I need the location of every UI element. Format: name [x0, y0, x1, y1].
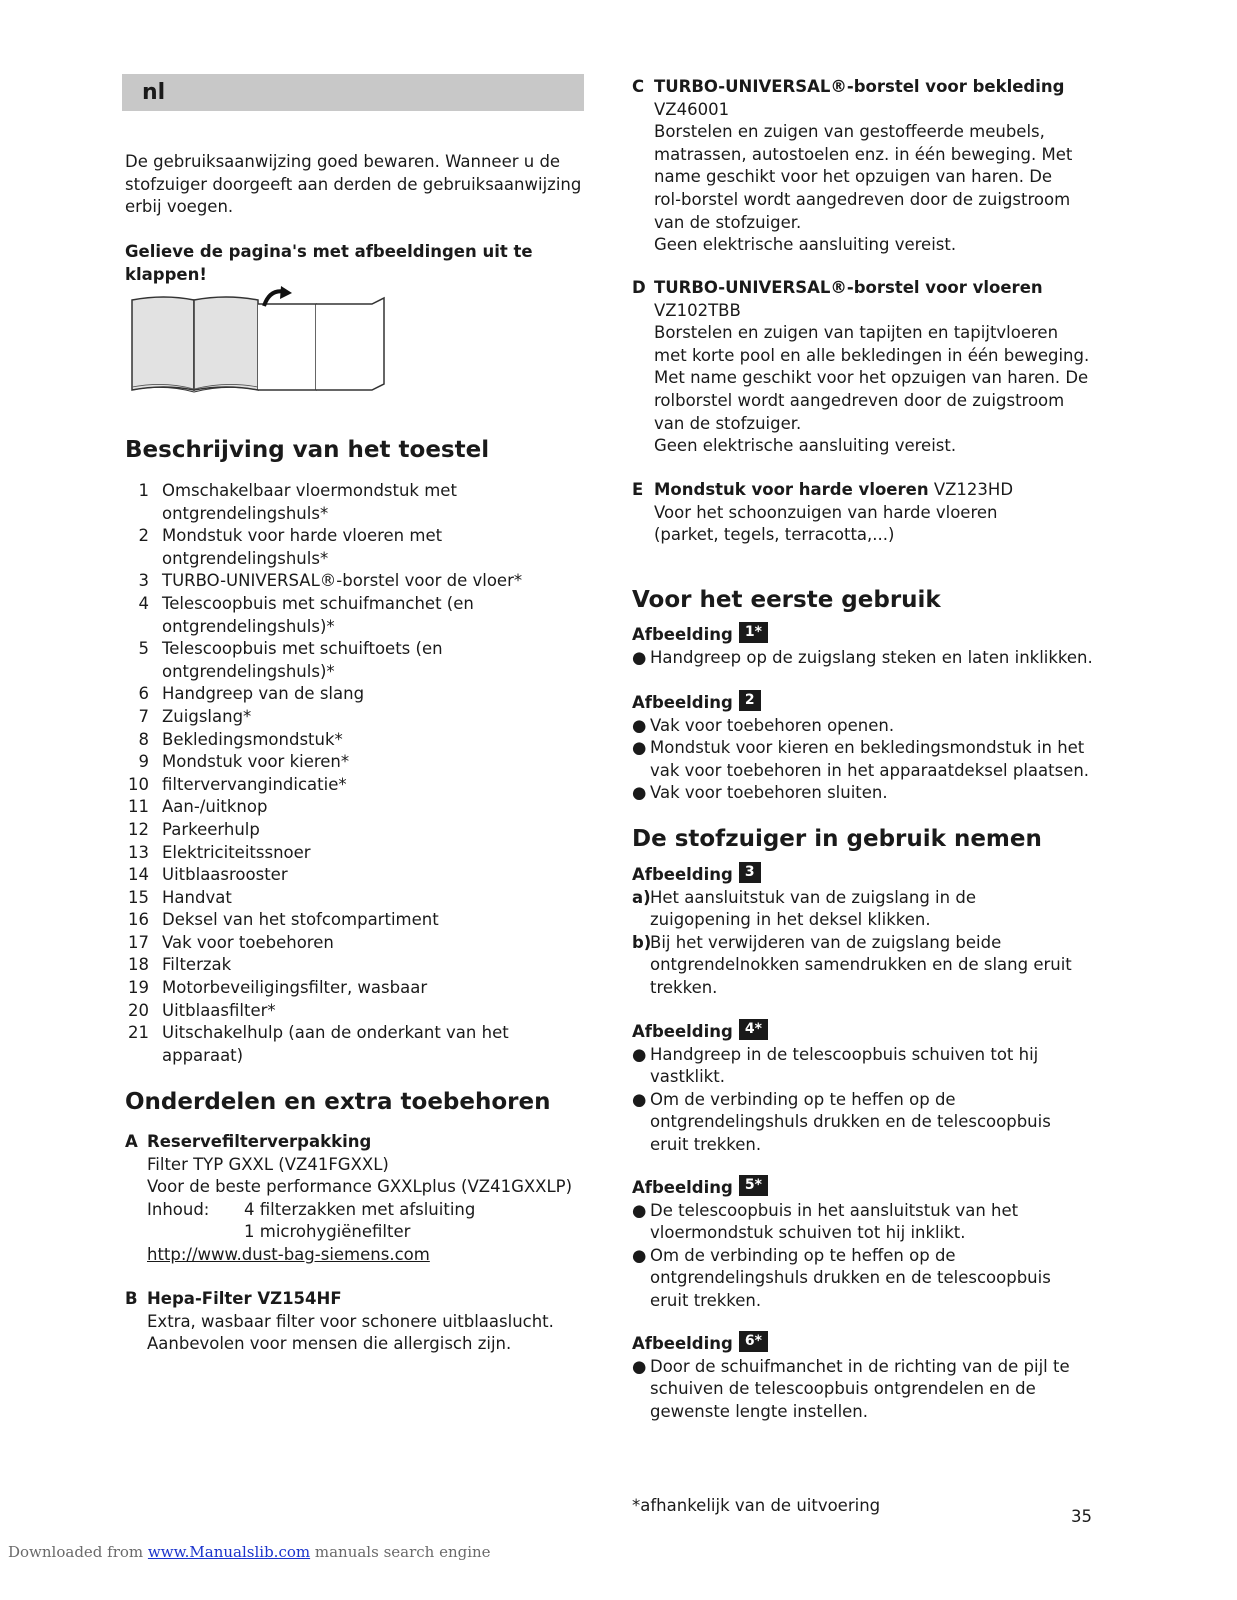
item-text: filtervervangindicatie* — [162, 774, 347, 794]
figure-label: Afbeelding — [632, 625, 733, 644]
figure-label: Afbeelding — [632, 1178, 733, 1197]
item-number: 11 — [128, 797, 149, 817]
instruction-text: Handgreep op de zuigslang steken en laten inklikken. — [650, 647, 1093, 667]
accessory-title: TURBO-UNIVERSAL®-borstel voor bekleding — [654, 77, 1065, 96]
download-suffix: manuals search engine — [310, 1543, 491, 1561]
bullet-dot: ● — [632, 1356, 647, 1376]
item-text: Uitblaasfilter* — [162, 1000, 276, 1020]
filter-type-line: Filter TYP GXXL (VZ41FGXXL) — [147, 1154, 389, 1174]
item-text: Telescoopbuis met schuifmanchet (en ontgrendelingshuls)* — [162, 593, 474, 636]
item-text: Mondstuk voor harde vloeren met ontgrendelingshuls* — [162, 526, 443, 568]
item-text: Filterzak — [162, 955, 232, 975]
accessory-text: Borstelen en zuigen van tapijten en tapijtvloeren met korte pool en alle bekledingen in één beweging. Met name geschikt voor het opzuigen van haren. De rolborstel wordt aangedreven door de zuigstroom van de stofzuiger. — [654, 323, 1090, 433]
bullet-dot: ● — [632, 647, 647, 667]
description-list-item — [125, 954, 585, 977]
fold-out-pages-illustration — [126, 286, 390, 396]
download-footer — [8, 1541, 491, 1564]
bullet-dot: ● — [632, 783, 647, 803]
item-text: Aan-/uitknop — [162, 797, 268, 817]
description-list-item — [125, 570, 585, 593]
bullet-dot: ● — [632, 715, 647, 735]
figure-6-section — [632, 1333, 1102, 1423]
contents-label: Inhoud: — [147, 1199, 210, 1219]
description-list-item — [125, 977, 585, 1000]
instruction-text: Vak voor toebehoren sluiten. — [650, 783, 888, 803]
item-text: Handgreep van de slang — [162, 684, 365, 704]
accessory-title: Hepa-Filter VZ154HF — [147, 1289, 342, 1308]
download-prefix: Downloaded from — [8, 1543, 148, 1561]
figure-label: Afbeelding — [632, 1022, 733, 1041]
item-number: 20 — [128, 1000, 149, 1020]
figure-badge: 5* — [739, 1175, 768, 1196]
item-text: Omschakelbaar vloermondstuk met ontgrendelingshuls* — [162, 481, 457, 523]
item-number: 14 — [128, 865, 149, 885]
accessory-letter: E — [632, 480, 644, 499]
description-list-item — [125, 480, 585, 525]
item-number: 1 — [138, 481, 149, 500]
figure-label: Afbeelding — [632, 865, 733, 884]
description-list-item — [125, 932, 585, 955]
accessory-code: VZ102TBB — [654, 300, 741, 320]
instruction-text: Bij het verwijderen van de zuigslang beide ontgrendelnokken samendrukken en de slang eruit trekken. — [650, 932, 1072, 997]
item-number: 2 — [138, 526, 149, 546]
item-number: 17 — [128, 932, 149, 952]
item-text: Elektriciteitssnoer — [162, 842, 311, 862]
description-list-item — [125, 683, 585, 706]
figure-2-section — [632, 692, 1102, 805]
description-list-item — [125, 774, 585, 797]
instruction-text: Door de schuifmanchet in de richting van de pijl te schuiven de telescoopbuis ontgrendelen en de gewenste lengte instellen. — [650, 1356, 1070, 1421]
language-code: nl — [142, 80, 166, 105]
description-list-item — [125, 1022, 585, 1067]
description-list-item — [125, 796, 585, 819]
accessory-note: Geen elektrische aansluiting vereist. — [654, 436, 957, 456]
accessory-code: VZ123HD — [933, 480, 1014, 499]
item-text: Motorbeveiligingsfilter, wasbaar — [162, 978, 428, 998]
unfold-note: Gelieve de pagina's met afbeeldingen uit te klappen! — [125, 242, 533, 284]
parts-description-list — [125, 480, 585, 1067]
item-number: 16 — [128, 910, 149, 930]
accessory-letter: D — [632, 278, 646, 297]
item-number: 6 — [138, 684, 149, 704]
figure-badge: 1* — [739, 622, 768, 643]
item-text: Handvat — [162, 887, 232, 907]
description-list-item — [125, 864, 585, 887]
accessory-title: Mondstuk voor harde vloeren — [654, 480, 929, 499]
accessory-d — [632, 277, 1102, 458]
item-number: 4 — [138, 593, 149, 613]
item-number: 9 — [138, 752, 149, 772]
item-text: Uitschakelhulp (aan de onderkant van het apparaat) — [162, 1023, 509, 1065]
bullet-dot: ● — [632, 1245, 647, 1265]
description-list-item — [125, 729, 585, 752]
item-number: 8 — [138, 729, 149, 749]
dust-bag-link[interactable]: http://www.dust-bag-siemens.com — [147, 1244, 430, 1264]
item-number: 18 — [128, 955, 149, 975]
description-list-item — [125, 751, 585, 774]
item-text: Deksel van het stofcompartiment — [162, 910, 439, 930]
accessory-text: Extra, wasbaar filter voor schonere uitblaaslucht. — [147, 1311, 554, 1331]
figure-label: Afbeelding — [632, 693, 733, 712]
accessory-title: TURBO-UNIVERSAL®-borstel voor vloeren — [654, 278, 1043, 297]
item-number: 21 — [128, 1023, 149, 1043]
figure-3-section — [632, 864, 1102, 1000]
item-number: 12 — [128, 819, 149, 839]
manualslib-link[interactable]: www.Manualslib.com — [147, 1543, 311, 1561]
instruction-text: Handgreep in de telescoopbuis schuiven tot hij vastklikt. — [650, 1044, 1039, 1087]
accessory-letter: C — [632, 77, 645, 96]
parts-accessories-heading: Onderdelen en extra toebehoren — [125, 1089, 551, 1115]
description-list-item — [125, 525, 585, 570]
instruction-text: Het aansluitstuk van de zuigslang in de zuigopening in het deksel klikken. — [650, 887, 976, 930]
accessory-c — [632, 76, 1102, 257]
first-use-heading: Voor het eerste gebruik — [632, 587, 941, 613]
item-text: Mondstuk voor kieren* — [162, 752, 350, 772]
accessory-a — [125, 1131, 595, 1267]
item-text: Bekledingsmondstuk* — [162, 729, 343, 749]
description-heading: Beschrijving van het toestel — [125, 437, 490, 463]
figure-1-section — [632, 624, 1102, 669]
accessory-e — [632, 479, 1102, 547]
accessory-letter: A — [125, 1132, 138, 1151]
item-number: 15 — [128, 887, 149, 907]
item-text: Uitblaasrooster — [162, 865, 288, 885]
description-list-item — [125, 638, 585, 683]
description-list-item — [125, 593, 585, 638]
accessory-text: Aanbevolen voor mensen die allergisch zijn. — [147, 1334, 512, 1354]
figure-label: Afbeelding — [632, 1334, 733, 1353]
accessory-text: Voor het schoonzuigen van harde vloeren (parket, tegels, terracotta,...) — [654, 502, 998, 545]
contents-item: 4 filterzakken met afsluiting — [244, 1199, 476, 1219]
item-number: 13 — [128, 842, 149, 862]
usage-heading: De stofzuiger in gebruik nemen — [632, 826, 1042, 852]
item-number: 10 — [128, 774, 149, 794]
item-text: Parkeerhulp — [162, 819, 260, 839]
bullet-dot: ● — [632, 738, 647, 758]
figure-5-section — [632, 1177, 1102, 1313]
bullet-dot: ● — [632, 1089, 647, 1109]
item-number: 19 — [128, 978, 149, 998]
figure-4-section — [632, 1021, 1102, 1157]
item-number: 5 — [138, 639, 149, 659]
description-list-item — [125, 842, 585, 865]
instruction-text: Vak voor toebehoren openen. — [650, 715, 895, 735]
description-list-item — [125, 909, 585, 932]
figure-badge: 3 — [739, 862, 761, 883]
figure-badge: 2 — [739, 690, 761, 711]
bullet-dot: ● — [632, 1044, 647, 1064]
instruction-text: De telescoopbuis in het aansluitstuk van het vloermondstuk schuiven tot hij inklikt. — [650, 1200, 1019, 1243]
item-text: TURBO-UNIVERSAL®-borstel voor de vloer* — [162, 571, 523, 591]
accessory-title: Reservefilterverpakking — [147, 1132, 372, 1151]
description-list-item — [125, 1000, 585, 1023]
description-list-item — [125, 887, 585, 910]
accessory-text: Borstelen en zuigen van gestoffeerde meubels, matrassen, autostoelen enz. in één beweging. Met name geschikt voor het opzuigen van haren. De rol-borstel wordt aangedreven door de zuigstroom van de stofzuiger. — [654, 122, 1073, 232]
step-label: a) — [632, 887, 651, 907]
contents-item: 1 microhygiënefilter — [244, 1222, 411, 1242]
intro-paragraph: De gebruiksaanwijzing goed bewaren. Wanneer u de stofzuiger doorgeeft aan derden de gebruiksaanwijzing erbij voegen. — [125, 152, 582, 217]
instruction-text: Om de verbinding op te heffen op de ontgrendelingshuls drukken en de telescoopbuis eruit trekken. — [650, 1089, 1051, 1154]
instruction-text: Om de verbinding op te heffen op de ontgrendelingshuls drukken en de telescoopbuis eruit trekken. — [650, 1245, 1051, 1310]
item-text: Telescoopbuis met schuiftoets (en ontgrendelingshuls)* — [162, 639, 443, 681]
figure-badge: 4* — [739, 1019, 768, 1040]
accessory-letter: B — [125, 1289, 138, 1308]
instruction-text: Mondstuk voor kieren en bekledingsmondstuk in het vak voor toebehoren in het apparaatdeksel plaatsen. — [650, 738, 1090, 780]
item-number: 7 — [138, 706, 149, 726]
accessory-note: Geen elektrische aansluiting vereist. — [654, 235, 957, 255]
figure-badge: 6* — [739, 1331, 768, 1352]
language-header-bar — [122, 74, 584, 111]
item-number: 3 — [138, 571, 149, 591]
page-number: 35 — [1071, 1507, 1092, 1526]
description-list-item — [125, 706, 585, 729]
footnote: *afhankelijk van de uitvoering — [632, 1496, 881, 1515]
accessory-code: VZ46001 — [654, 99, 730, 119]
item-text: Vak voor toebehoren — [162, 932, 334, 952]
accessory-b — [125, 1288, 595, 1356]
bullet-dot: ● — [632, 1200, 647, 1220]
item-text: Zuigslang* — [162, 706, 252, 726]
step-label: b) — [632, 932, 652, 952]
description-list-item — [125, 819, 585, 842]
performance-line: Voor de beste performance GXXLplus (VZ41GXXLP) — [147, 1177, 573, 1197]
